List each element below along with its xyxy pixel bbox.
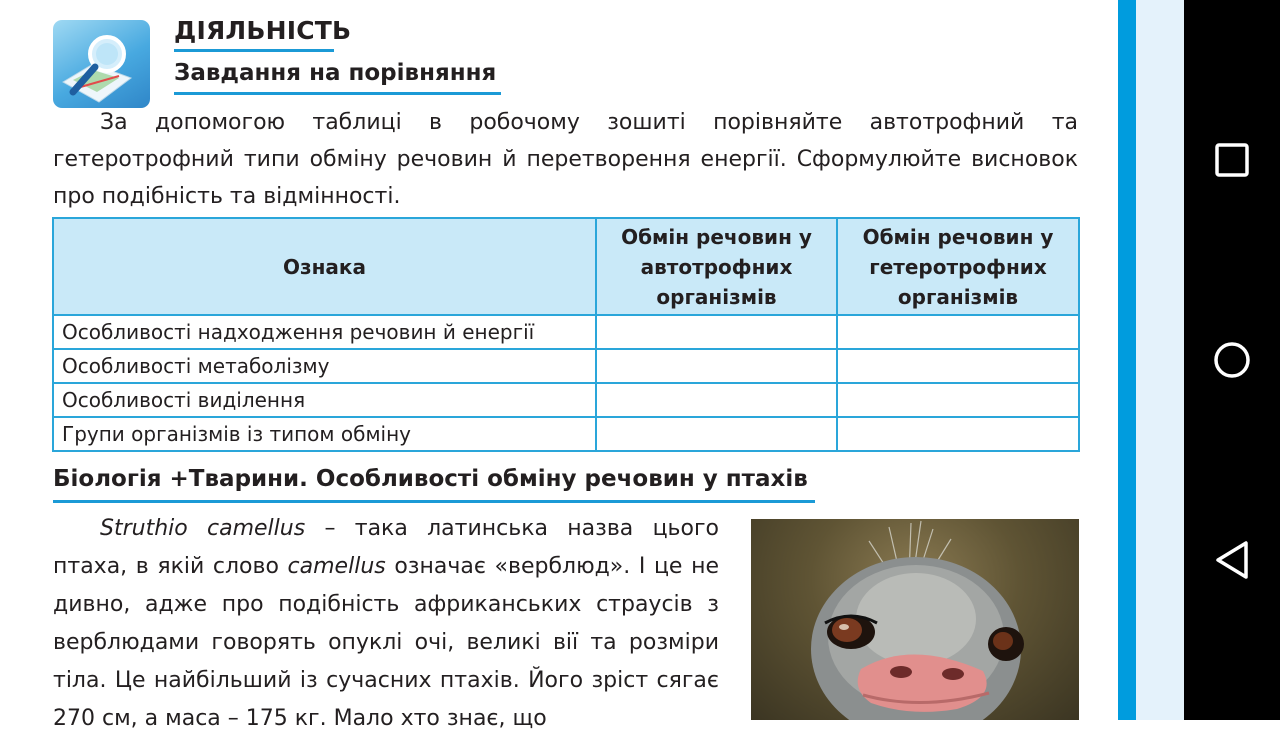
comparison-table (52, 217, 1080, 452)
table-row (53, 315, 1079, 349)
magnifier-map-icon (53, 20, 150, 108)
row-label: Групи організмів із типом обміну (53, 417, 596, 451)
species-name: Struthio camellus (100, 516, 306, 541)
home-button[interactable] (1202, 330, 1262, 390)
row-label: Особливості метаболізму (53, 349, 596, 383)
square-icon (1214, 142, 1250, 178)
table-row (53, 349, 1079, 383)
triangle-back-icon (1214, 540, 1250, 580)
cell-heterotrophs (837, 417, 1079, 451)
row-label: Особливості надходження речовин й енергії (53, 315, 596, 349)
section-label-underline (174, 49, 334, 52)
biology-section-title: Біологія +Тварини. Особливості обміну речовин у птахів (53, 466, 808, 492)
cell-autotrophs (596, 349, 837, 383)
header-autotrophs: Обмін речовин у автотрофних організмів (596, 218, 837, 315)
cell-autotrophs (596, 417, 837, 451)
circle-icon (1212, 340, 1252, 380)
task-title-underline (174, 92, 501, 95)
back-button[interactable] (1202, 530, 1262, 590)
ostrich-paragraph (53, 510, 719, 738)
cell-autotrophs (596, 315, 837, 349)
task-instructions (53, 104, 1078, 215)
ostrich-text-part2: означає «верблюд». І це не дивно, адже про подібність африканських страусів з верблюдами говорять опуклі очі, великі вії та розміри тіла. Це найбільший із сучасних птахів. Його зріст сягає 270 см, а маса – 175 кг. Мало хто знає, що (53, 554, 719, 731)
row-label: Особливості виділення (53, 383, 596, 417)
recent-apps-button[interactable] (1202, 130, 1262, 190)
table-row (53, 383, 1079, 417)
task-text: За допомогою таблиці в робочому зошиті порівняйте автотрофний та гетеротрофний типи обміну речовин й перетворення енергії. Сформулюйте висновок про подібність та відмінності. (53, 110, 1078, 209)
header-feature: Ознака (53, 218, 596, 315)
biology-section-underline (53, 500, 815, 503)
latin-term: camellus (287, 554, 386, 579)
section-label: ДІЯЛЬНІСТЬ (174, 16, 352, 45)
cell-heterotrophs (837, 315, 1079, 349)
cell-heterotrophs (837, 383, 1079, 417)
android-navigation-bar (1184, 0, 1280, 720)
ostrich-text-part1: – така латинська назва цього птаха, в якій слово (53, 516, 719, 579)
ostrich-photo (751, 519, 1079, 720)
page-edge-margin (1136, 0, 1184, 720)
cell-heterotrophs (837, 349, 1079, 383)
cell-autotrophs (596, 383, 837, 417)
page-edge-stripe (1118, 0, 1136, 720)
table-header-row (53, 218, 1079, 315)
table-row (53, 417, 1079, 451)
header-heterotrophs: Обмін речовин у гетеротрофних організмів (837, 218, 1079, 315)
task-title: Завдання на порівняння (174, 60, 497, 86)
